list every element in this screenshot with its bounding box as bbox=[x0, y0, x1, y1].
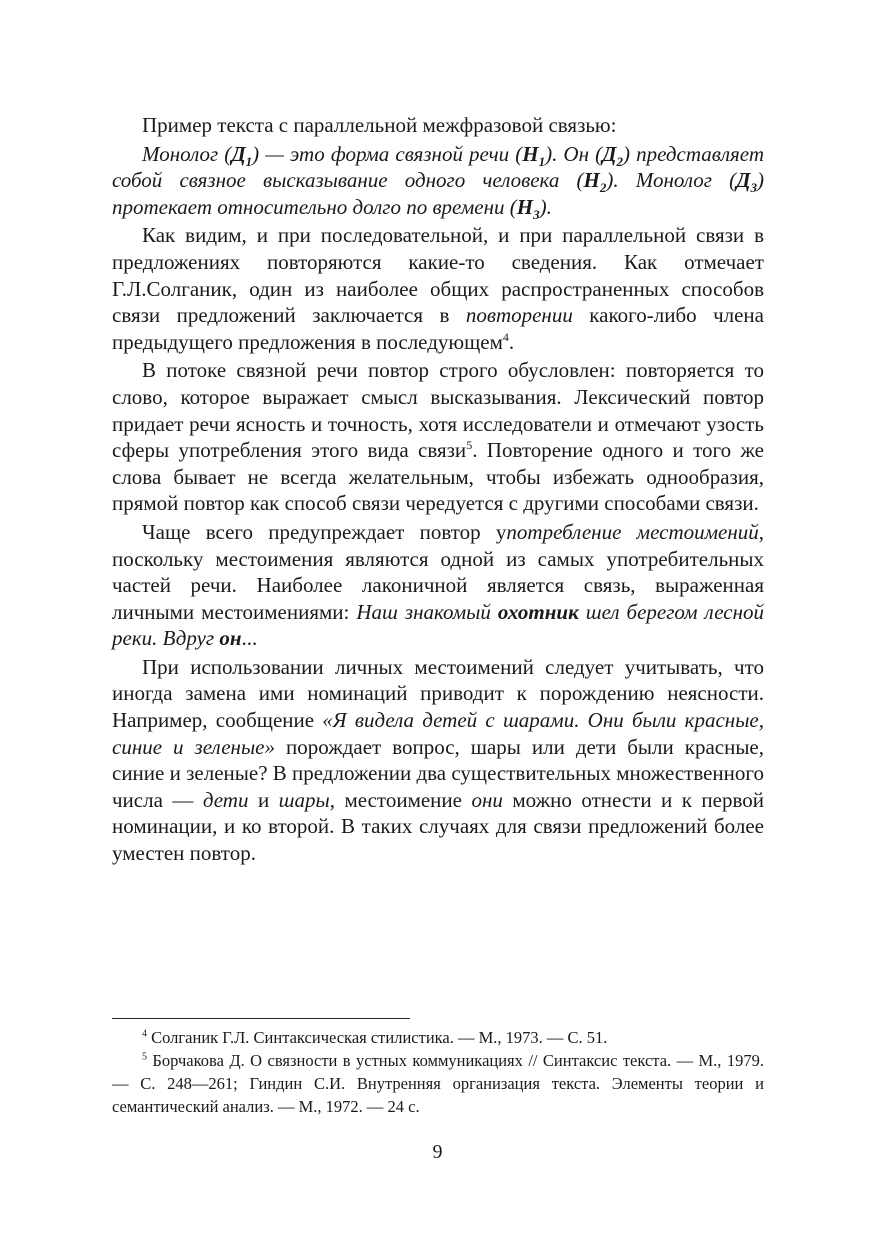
footnote-ref-4[interactable]: 4 bbox=[502, 329, 509, 344]
paragraph-repetition: Как видим, и при последовательной, и при параллельной связи в предложениях повторяются какие-то сведения. Как отмечает Г.Л.Солганик, один из наиболее общих распространенных способов связи предложений заключается в повторении какого-либо члена предыдущего предложения в последующем$^4$. bbox=[112, 223, 764, 354]
main-text bbox=[112, 112, 764, 869]
paragraph-lexical-repeat: В потоке связной речи повтор строго обусловлен: повторяется то слово, которое выражает смысл высказывания. Лексический повтор придает речи ясность и точность, хотя исследователи и отмечают узость сферы употребления этого вида связи$^5$. Повторение одного и того же слова бывает не всегда желательным, чтобы избежать однообразия, прямой повтор как способ связи чередуется с другими способами связи. bbox=[112, 358, 764, 516]
paragraph-ambiguity: При использовании личных местоимений следует учитывать, что иногда замена ими номинаций приводит к порождению неясности. Например, сообщение «Я видела детей с шарами. Они были красные, синие и зеленые» порождает вопрос, шары или дети были красные, синие и зеленые? В предложении два существительных множественного числа — дети и шары, местоимение они можно отнести и к первой номинации, и ко второй. В таких случаях для связи предложений более уместен повтор. bbox=[112, 654, 764, 866]
footnote-ref-5[interactable]: 5 bbox=[466, 438, 473, 453]
page-number: 9 bbox=[432, 1141, 443, 1163]
footnote-5: $^5$ Борчакова Д. О связности в устных коммуникациях // Синтаксис текста. — М., 1979. — С. 248—261; Гиндин С.И. Внутренняя организация текста. Элементы теории и семантический анализ. — М., 1972. — 24 с. bbox=[112, 1051, 764, 1116]
paragraph-pronouns: Чаще всего предупреждает повтор употребление местоимений, поскольку местоимения являются одной из самых употребительных частей речи. Наиболее лаконичной является связь, выраженная личными местоимениями: Наш знакомый охотник шел берегом лесной реки. Вдруг он... bbox=[112, 519, 765, 651]
paragraph-intro: Пример текста с параллельной межфразовой связью: bbox=[142, 113, 617, 137]
footnotes bbox=[112, 1026, 764, 1118]
paragraph-example-monolog: Монолог $(Д_1)$ — это форма связной речи $(Н_1)$. Он $(Д_2)$ представляет собой связное высказывание одного человека $(Н_2)$. Монолог $(Д_3)$ протекает относительно долго по времени $(Н_3)$. bbox=[112, 141, 764, 222]
footnote-4: $^4$ Солганик Г.Л. Синтаксическая стилистика. — М., 1973. — С. 51. bbox=[142, 1028, 608, 1047]
footnote-separator bbox=[112, 1018, 410, 1019]
